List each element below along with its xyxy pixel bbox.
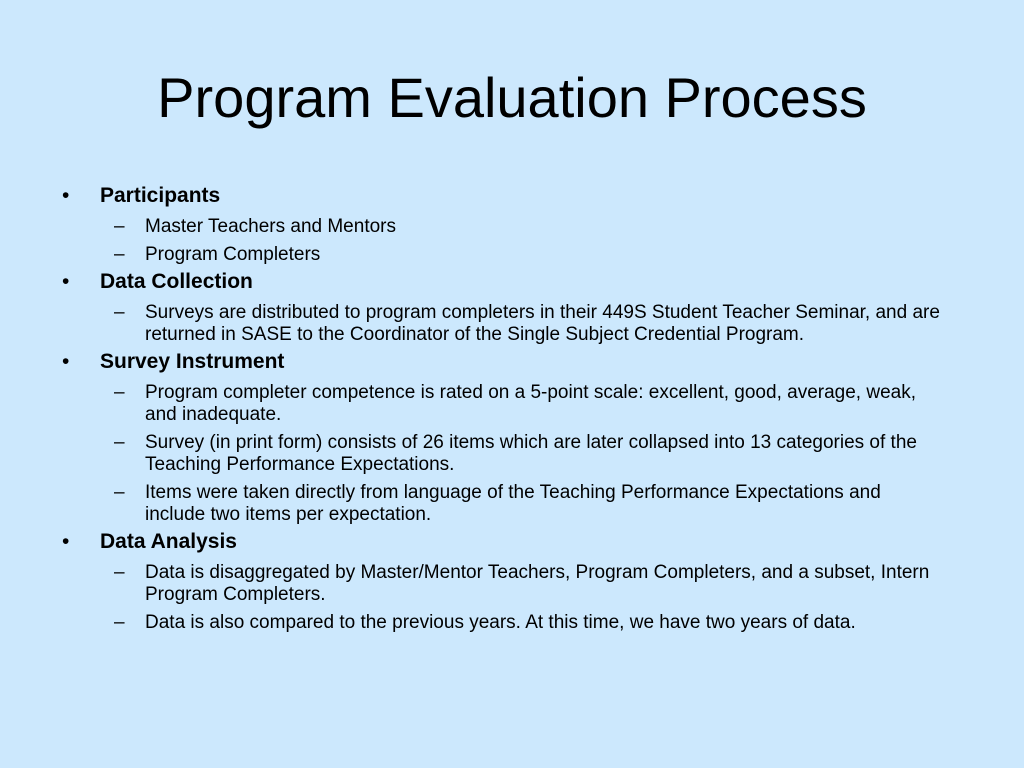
list-item (62, 244, 945, 266)
topic-data-collection (62, 268, 962, 346)
list-item-text: Surveys are distributed to program completers in their 449S Student Teacher Seminar, and are returned in SASE to the Coordinator of the Single Subject Credential Program. (145, 302, 940, 345)
topic-data-analysis (62, 528, 962, 634)
dash-icon: – (114, 382, 125, 403)
topic-list (62, 182, 962, 634)
topic-participants (62, 182, 962, 266)
bullet-icon: • (62, 270, 70, 293)
sub-list (62, 216, 962, 266)
list-item-text: Data is disaggregated by Master/Mentor Teachers, Program Completers, and a subset, Intern Program Completers. (145, 562, 930, 605)
list-item-text: Master Teachers and Mentors (145, 216, 396, 237)
list-item (62, 302, 945, 346)
sub-list (62, 302, 962, 346)
bullet-icon: • (62, 350, 70, 373)
dash-icon: – (114, 302, 125, 323)
topic-heading: Participants (100, 184, 221, 207)
list-item-text: Survey (in print form) consists of 26 items which are later collapsed into 13 categories of the Teaching Performance Expectations. (145, 432, 917, 475)
list-item (62, 482, 945, 526)
bullet-icon: • (62, 184, 70, 207)
dash-icon: – (114, 216, 125, 237)
list-item-text: Data is also compared to the previous years. At this time, we have two years of data. (145, 612, 856, 633)
sub-list (62, 562, 962, 634)
sub-list (62, 382, 962, 526)
bullet-icon: • (62, 530, 70, 553)
topic-survey-instrument (62, 348, 962, 526)
slide-body (62, 180, 962, 634)
list-item (62, 382, 945, 426)
topic-heading: Data Analysis (100, 530, 237, 553)
topic-heading: Survey Instrument (100, 350, 285, 373)
dash-icon: – (114, 482, 125, 503)
list-item-text: Program completer competence is rated on a 5-point scale: excellent, good, average, weak, and inadequate. (145, 382, 916, 425)
dash-icon: – (114, 612, 125, 633)
list-item (62, 432, 945, 476)
slide-title: Program Evaluation Process (157, 66, 867, 129)
list-item-text: Program Completers (145, 244, 321, 265)
list-item (62, 216, 945, 238)
list-item (62, 562, 945, 606)
dash-icon: – (114, 562, 125, 583)
list-item (62, 612, 945, 634)
list-item-text: Items were taken directly from language of the Teaching Performance Expectations and include two items per expectation. (145, 482, 881, 525)
dash-icon: – (114, 244, 125, 265)
dash-icon: – (114, 432, 125, 453)
topic-heading: Data Collection (100, 270, 253, 293)
